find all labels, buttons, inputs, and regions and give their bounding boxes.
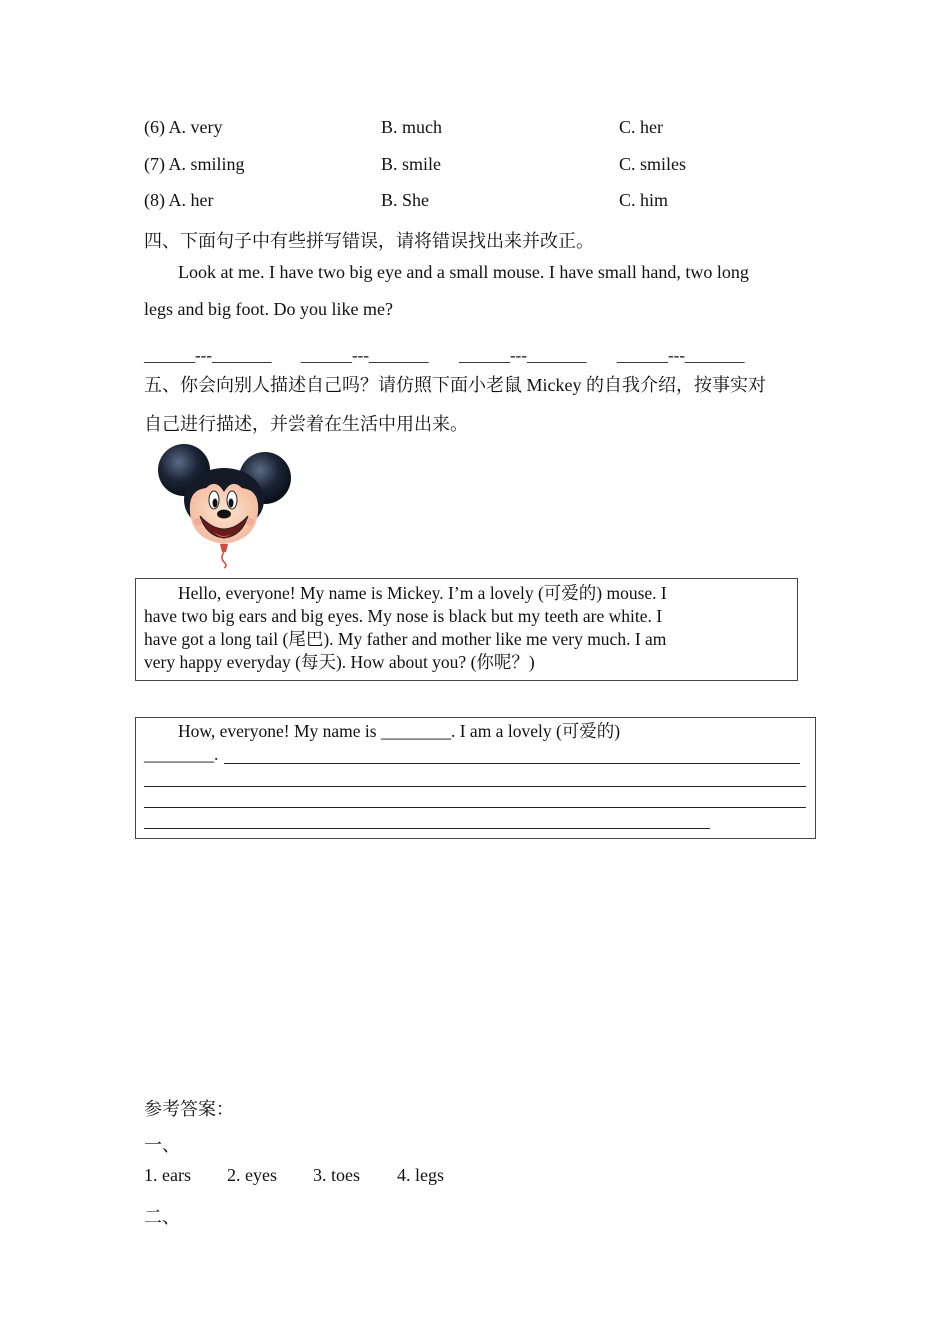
writing-line[interactable] [144,807,806,808]
nose [217,510,231,519]
option-c: C. her [619,117,663,137]
option-b: B. much [381,117,442,137]
sample-line-4: very happy everyday (每天). How about you? (你呢？) [144,652,535,672]
answer-line-2-start: ________. [144,744,219,764]
answer-item-4: 4. legs [397,1165,444,1185]
writing-line[interactable] [224,763,800,764]
answers-title: 参考答案： [144,1099,234,1119]
section5-heading-line2: 自己进行描述，并尝着在生活中用出来。 [144,414,468,434]
correction-blank-2[interactable]: ______---_______ [301,346,429,365]
option-b: B. smile [381,154,442,174]
answer-item-2: 2. eyes [227,1165,277,1185]
sample-line-1: Hello, everyone! My name is Mickey. I’m a lovely (可爱的) mouse. I [178,583,667,603]
writing-line[interactable] [144,828,710,829]
option-a: (8) A. her [144,190,214,210]
option-row-7 [144,154,804,178]
section4-paragraph-line2: legs and big foot. Do you like me? [144,299,393,319]
sample-line-3: have got a long tail (尾巴). My father and mother like me very much. I am [144,629,667,649]
sample-description-box [135,578,798,681]
sample-line-2: have two big ears and big eyes. My nose is black but my teeth are white. I [144,606,663,626]
answers-part1-label: 一、 [144,1135,180,1155]
option-c: C. him [619,190,669,210]
correction-blank-4[interactable]: ______---_______ [617,346,745,365]
option-b: B. She [381,190,430,210]
section4-heading: 四、下面句子中有些拼写错误，请将错误找出来并改正。 [144,231,594,251]
correction-blank-1[interactable]: ______---_______ [144,346,272,365]
mickey-mouse-image [150,440,300,570]
option-a: (6) A. very [144,117,223,137]
correction-blank-3[interactable]: ______---_______ [459,346,587,365]
writing-line[interactable] [144,786,806,787]
answer-item-3: 3. toes [313,1165,360,1185]
self-description-box[interactable] [135,717,816,839]
option-row-8 [144,190,804,214]
section5-heading-line1: 五、你会向别人描述自己吗？请仿照下面小老鼠 Mickey 的自我介绍，按事实对 [144,375,766,395]
option-a: (7) A. smiling [144,154,245,174]
answers-part2-label: 二、 [144,1207,180,1227]
answer-line-1: How, everyone! My name is ________. I am a lovely (可爱的) [178,721,621,741]
answer-item-1: 1. ears [144,1165,191,1185]
section4-paragraph-line1: Look at me. I have two big eye and a small mouse. I have small hand, two long [178,262,749,282]
option-c: C. smiles [619,154,687,174]
option-row-6 [144,117,804,141]
